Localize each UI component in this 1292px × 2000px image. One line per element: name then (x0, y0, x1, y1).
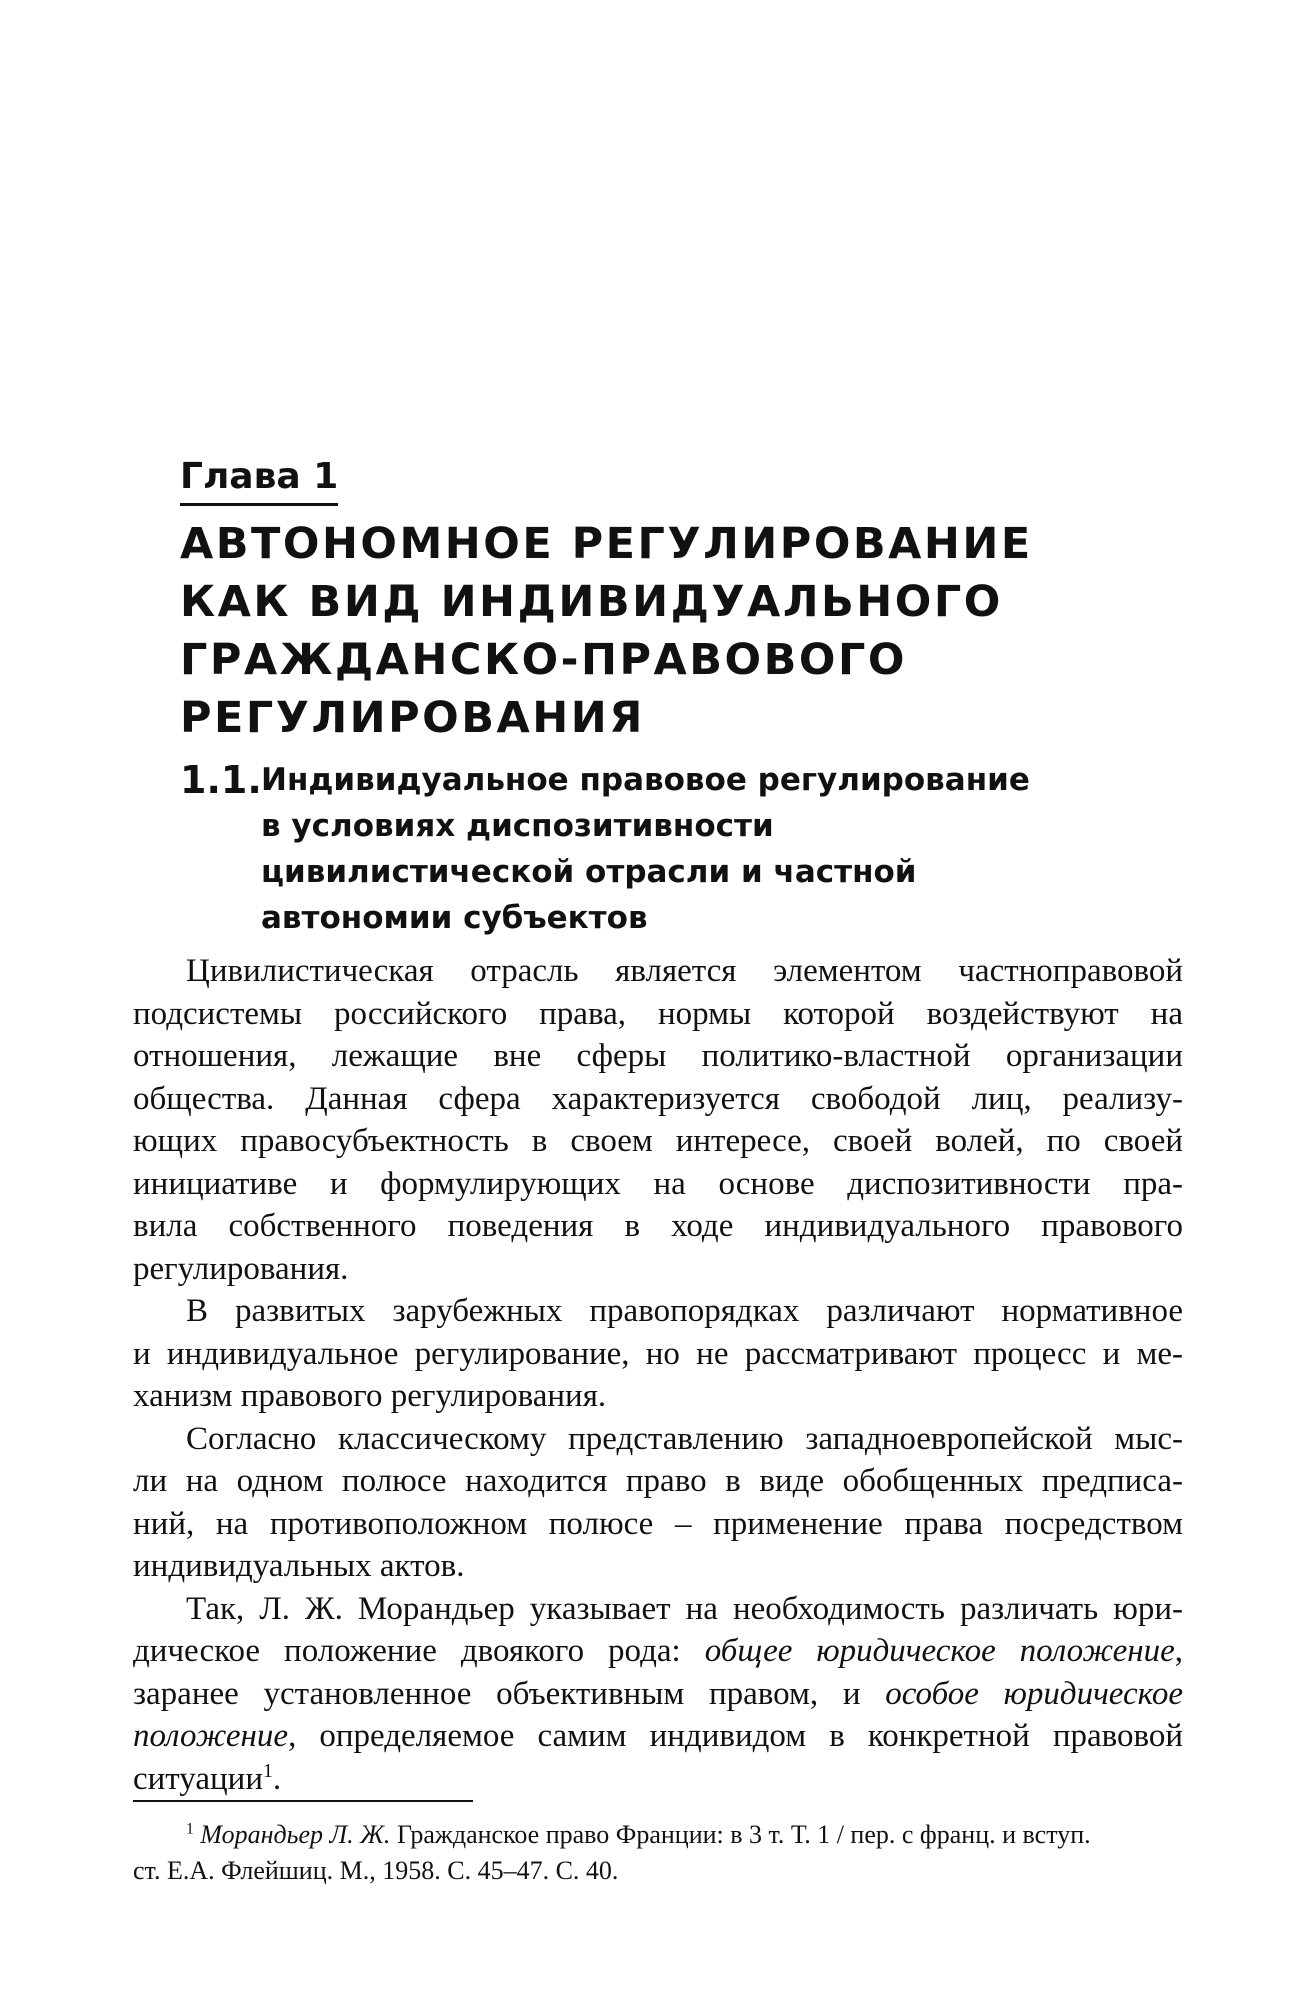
italic-term: положение (133, 1718, 289, 1754)
footnote-ref: 1 (263, 1759, 273, 1782)
text-line: вила собственного поведения в ходе индивидуального правового (133, 1208, 1183, 1244)
section-title-line: цивилистической отрасли и частной (261, 854, 917, 890)
text-line: ний, на противоположном полюсе – применение права посредством (133, 1505, 1183, 1542)
footnote-line (133, 1817, 1183, 1853)
section-title-line: автономии субъектов (261, 900, 648, 936)
text-line: и индивидуальное регулирование, но не рассматривают процесс и ме- (133, 1335, 1183, 1372)
text-line: Цивилистическая отрасль является элементом частноправовой (186, 953, 1183, 989)
text-line (133, 1673, 1183, 1716)
paragraph (133, 1588, 1183, 1801)
text-line: общества. Данная сфера характеризуется свободой лиц, реализу- (133, 1080, 1183, 1117)
text-segment: . (272, 1760, 282, 1797)
text-line: ханизм правового регулирования. (133, 1378, 607, 1414)
text-line: Согласно классическому представлению западноевропейской мыс- (186, 1420, 1183, 1457)
section-title (261, 757, 1030, 941)
footnote-author: Морандьер Л. Ж. (200, 1820, 391, 1849)
text-segment: , (1174, 1633, 1184, 1669)
text-line: регулирования. (133, 1250, 349, 1287)
footnote-line: ст. Е.А. Флейшиц. М., 1958. С. 45–47. С. 40. (133, 1856, 619, 1885)
text-line: инициативе и формулирующих на основе диспозитивности пра- (133, 1165, 1183, 1202)
chapter-title-line: ГРАЖДАНСКО-ПРАВОВОГО (180, 635, 907, 685)
text-line: ющих правосубъектность в своем интересе, своей волей, по своей (133, 1123, 1183, 1159)
text-line (133, 1715, 1183, 1758)
text-line (133, 1630, 1183, 1673)
text-segment: ситуации (133, 1760, 263, 1797)
italic-term: особое юридическое (885, 1675, 1183, 1712)
text-line: Так, Л. Ж. Морандьер указывает на необходимость различать юри- (186, 1590, 1183, 1627)
text-segment: заранее установленное объективным правом, и (133, 1675, 886, 1712)
text-line: В развитых зарубежных правопорядках различают нормативное (186, 1293, 1183, 1329)
section-title-line: Индивидуальное правовое регулирование (261, 762, 1030, 798)
chapter-title-line: АВТОНОМНОЕ РЕГУЛИРОВАНИЕ (180, 519, 1033, 569)
chapter-title-line: КАК ВИД ИНДИВИДУАЛЬНОГО (180, 577, 1003, 627)
footnote-divider (133, 1800, 473, 1802)
text-line (133, 1758, 1183, 1801)
text-segment: дическое положение двоякого рода: (133, 1633, 705, 1669)
text-segment: , определяемое самим индивидом в конкретной правовой (288, 1718, 1183, 1754)
section-number: 1.1. (180, 758, 262, 802)
footnote (133, 1817, 1183, 1889)
section-title-line: в условиях диспозитивности (261, 808, 774, 844)
footnote-text: Гражданское право Франции: в 3 т. Т. 1 / пер. с франц. и вступ. (390, 1820, 1091, 1849)
text-line: подсистемы российского права, нормы которой воздействуют на (133, 995, 1183, 1032)
text-line: ли на одном полюсе находится право в виде обобщенных предписа- (133, 1463, 1183, 1499)
text-line: индивидуальных актов. (133, 1548, 465, 1584)
chapter-title (180, 515, 1180, 747)
chapter-label: Глава 1 (180, 455, 338, 506)
footnote-marker: 1 (186, 1820, 194, 1838)
paragraph (133, 950, 1183, 1290)
paragraph (133, 1290, 1183, 1418)
body-text (133, 950, 1183, 1800)
chapter-title-line: РЕГУЛИРОВАНИЯ (180, 693, 645, 743)
paragraph (133, 1418, 1183, 1588)
italic-term: общее юридическое положение (704, 1633, 1175, 1669)
text-line: отношения, лежащие вне сферы политико-властной организации (133, 1038, 1183, 1074)
